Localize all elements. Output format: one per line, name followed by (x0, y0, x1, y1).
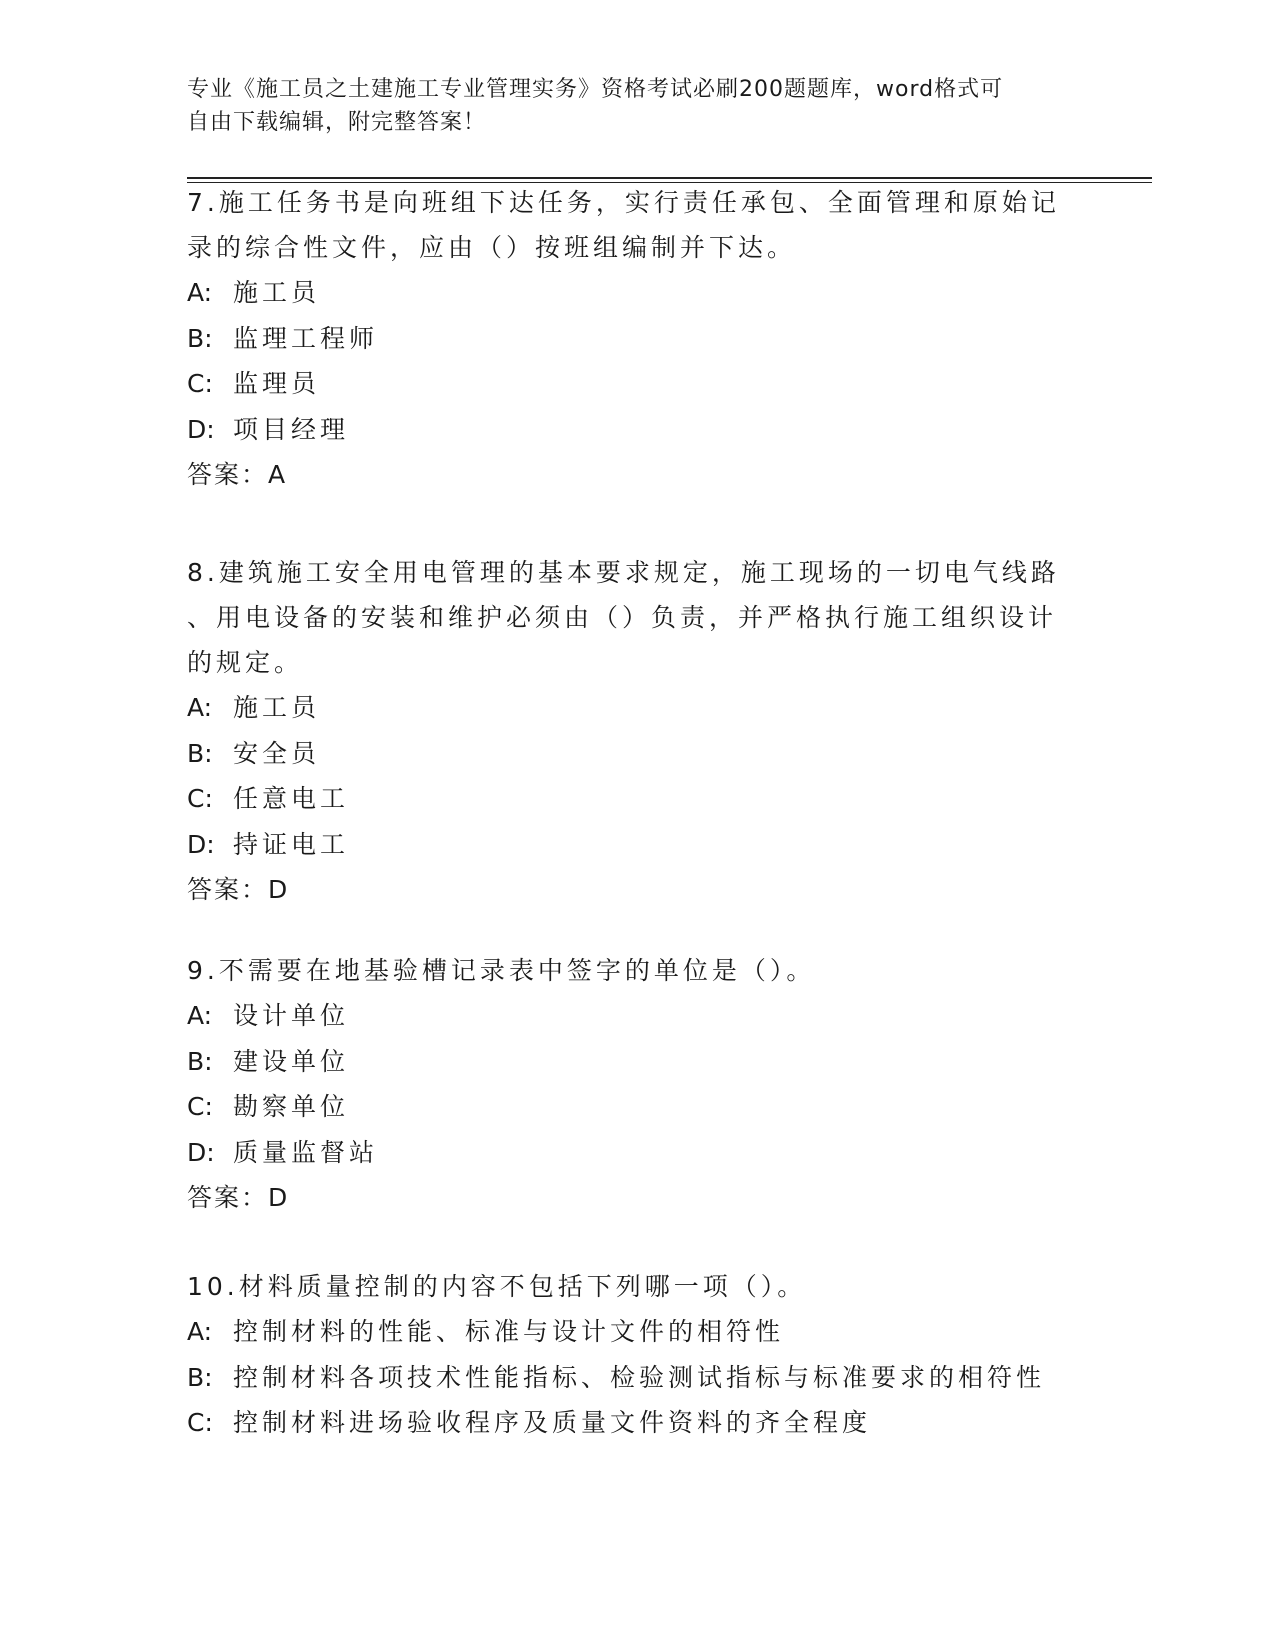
option-text: 建设单位 (233, 1046, 350, 1076)
answer-label: 答案： (187, 875, 269, 904)
option-letter: B: (187, 323, 213, 353)
question-text-line: 录的综合性文件，应由（）按班组编制并下达。 (187, 233, 797, 262)
option-d (187, 1130, 1067, 1176)
option-letter: A: (187, 278, 213, 307)
option-letter: D: (187, 829, 215, 859)
option-letter: B: (187, 1046, 213, 1076)
answer-value: D (268, 875, 289, 904)
question-8 (187, 550, 1067, 912)
option-text: 安全员 (233, 738, 321, 768)
header-line-2: 自由下载编辑，附完整答案！ (187, 110, 487, 135)
option-b (187, 316, 1067, 362)
question-text-line: 8.建筑施工安全用电管理的基本要求规定，施工现场的一切电气线路 (187, 558, 1060, 587)
header-line-1: 专业《施工员之土建施工专业管理实务》资格考试必刷200题题库，word格式可 (187, 77, 1004, 102)
option-c (187, 1084, 1067, 1130)
answer-value: A (268, 460, 287, 489)
question-9 (187, 948, 1067, 1220)
answer-value: D (268, 1183, 289, 1212)
option-text: 监理工程师 (233, 323, 379, 353)
option-text: 任意电工 (233, 784, 350, 813)
answer-line (187, 867, 1067, 912)
answer-line (187, 452, 1067, 497)
option-b (187, 1039, 1067, 1085)
question-text-line: 7.施工任务书是向班组下达任务，实行责任承包、全面管理和原始记 (187, 188, 1060, 217)
question-10 (187, 1264, 1067, 1446)
option-a (187, 1309, 1067, 1355)
option-letter: A: (187, 1317, 213, 1346)
option-letter: C: (187, 1408, 213, 1437)
question-text-line: 、用电设备的安装和维护必须由（）负责，并严格执行施工组织设计 (187, 603, 1058, 632)
option-text: 持证电工 (233, 829, 350, 859)
option-b (187, 731, 1067, 777)
option-letter: B: (187, 1362, 213, 1392)
option-text: 控制材料各项技术性能指标、检验测试指标与标准要求的相符性 (233, 1362, 1046, 1392)
option-text: 设计单位 (233, 1001, 350, 1030)
option-letter: A: (187, 1001, 213, 1030)
header-divider-thick (187, 177, 1152, 179)
option-text: 控制材料进场验收程序及质量文件资料的齐全程度 (233, 1408, 872, 1437)
option-text: 项目经理 (233, 414, 350, 444)
option-d (187, 822, 1067, 868)
option-d (187, 407, 1067, 453)
option-text: 控制材料的性能、标准与设计文件的相符性 (233, 1317, 785, 1346)
option-text: 监理员 (233, 369, 321, 398)
option-text: 质量监督站 (233, 1137, 379, 1167)
question-text-line: 的规定。 (187, 648, 304, 677)
option-a (187, 685, 1067, 731)
option-b (187, 1355, 1067, 1401)
option-text: 施工员 (233, 693, 321, 722)
option-letter: A: (187, 693, 213, 722)
document-header (187, 73, 1087, 139)
answer-line (187, 1175, 1067, 1220)
option-letter: D: (187, 414, 215, 444)
option-c (187, 776, 1067, 822)
question-text-line: 9.不需要在地基验槽记录表中签字的单位是（）。 (187, 956, 816, 985)
option-letter: B: (187, 738, 213, 768)
answer-label: 答案： (187, 1183, 269, 1212)
question-text-line: 10.材料质量控制的内容不包括下列哪一项（）。 (187, 1272, 807, 1301)
option-letter: C: (187, 784, 213, 813)
option-c (187, 361, 1067, 407)
option-a (187, 270, 1067, 316)
option-letter: C: (187, 369, 213, 398)
option-c (187, 1400, 1067, 1446)
option-letter: C: (187, 1092, 213, 1121)
option-letter: D: (187, 1137, 215, 1167)
option-a (187, 993, 1067, 1039)
answer-label: 答案： (187, 460, 269, 489)
question-7 (187, 180, 1067, 497)
option-text: 施工员 (233, 278, 321, 307)
option-text: 勘察单位 (233, 1092, 350, 1121)
